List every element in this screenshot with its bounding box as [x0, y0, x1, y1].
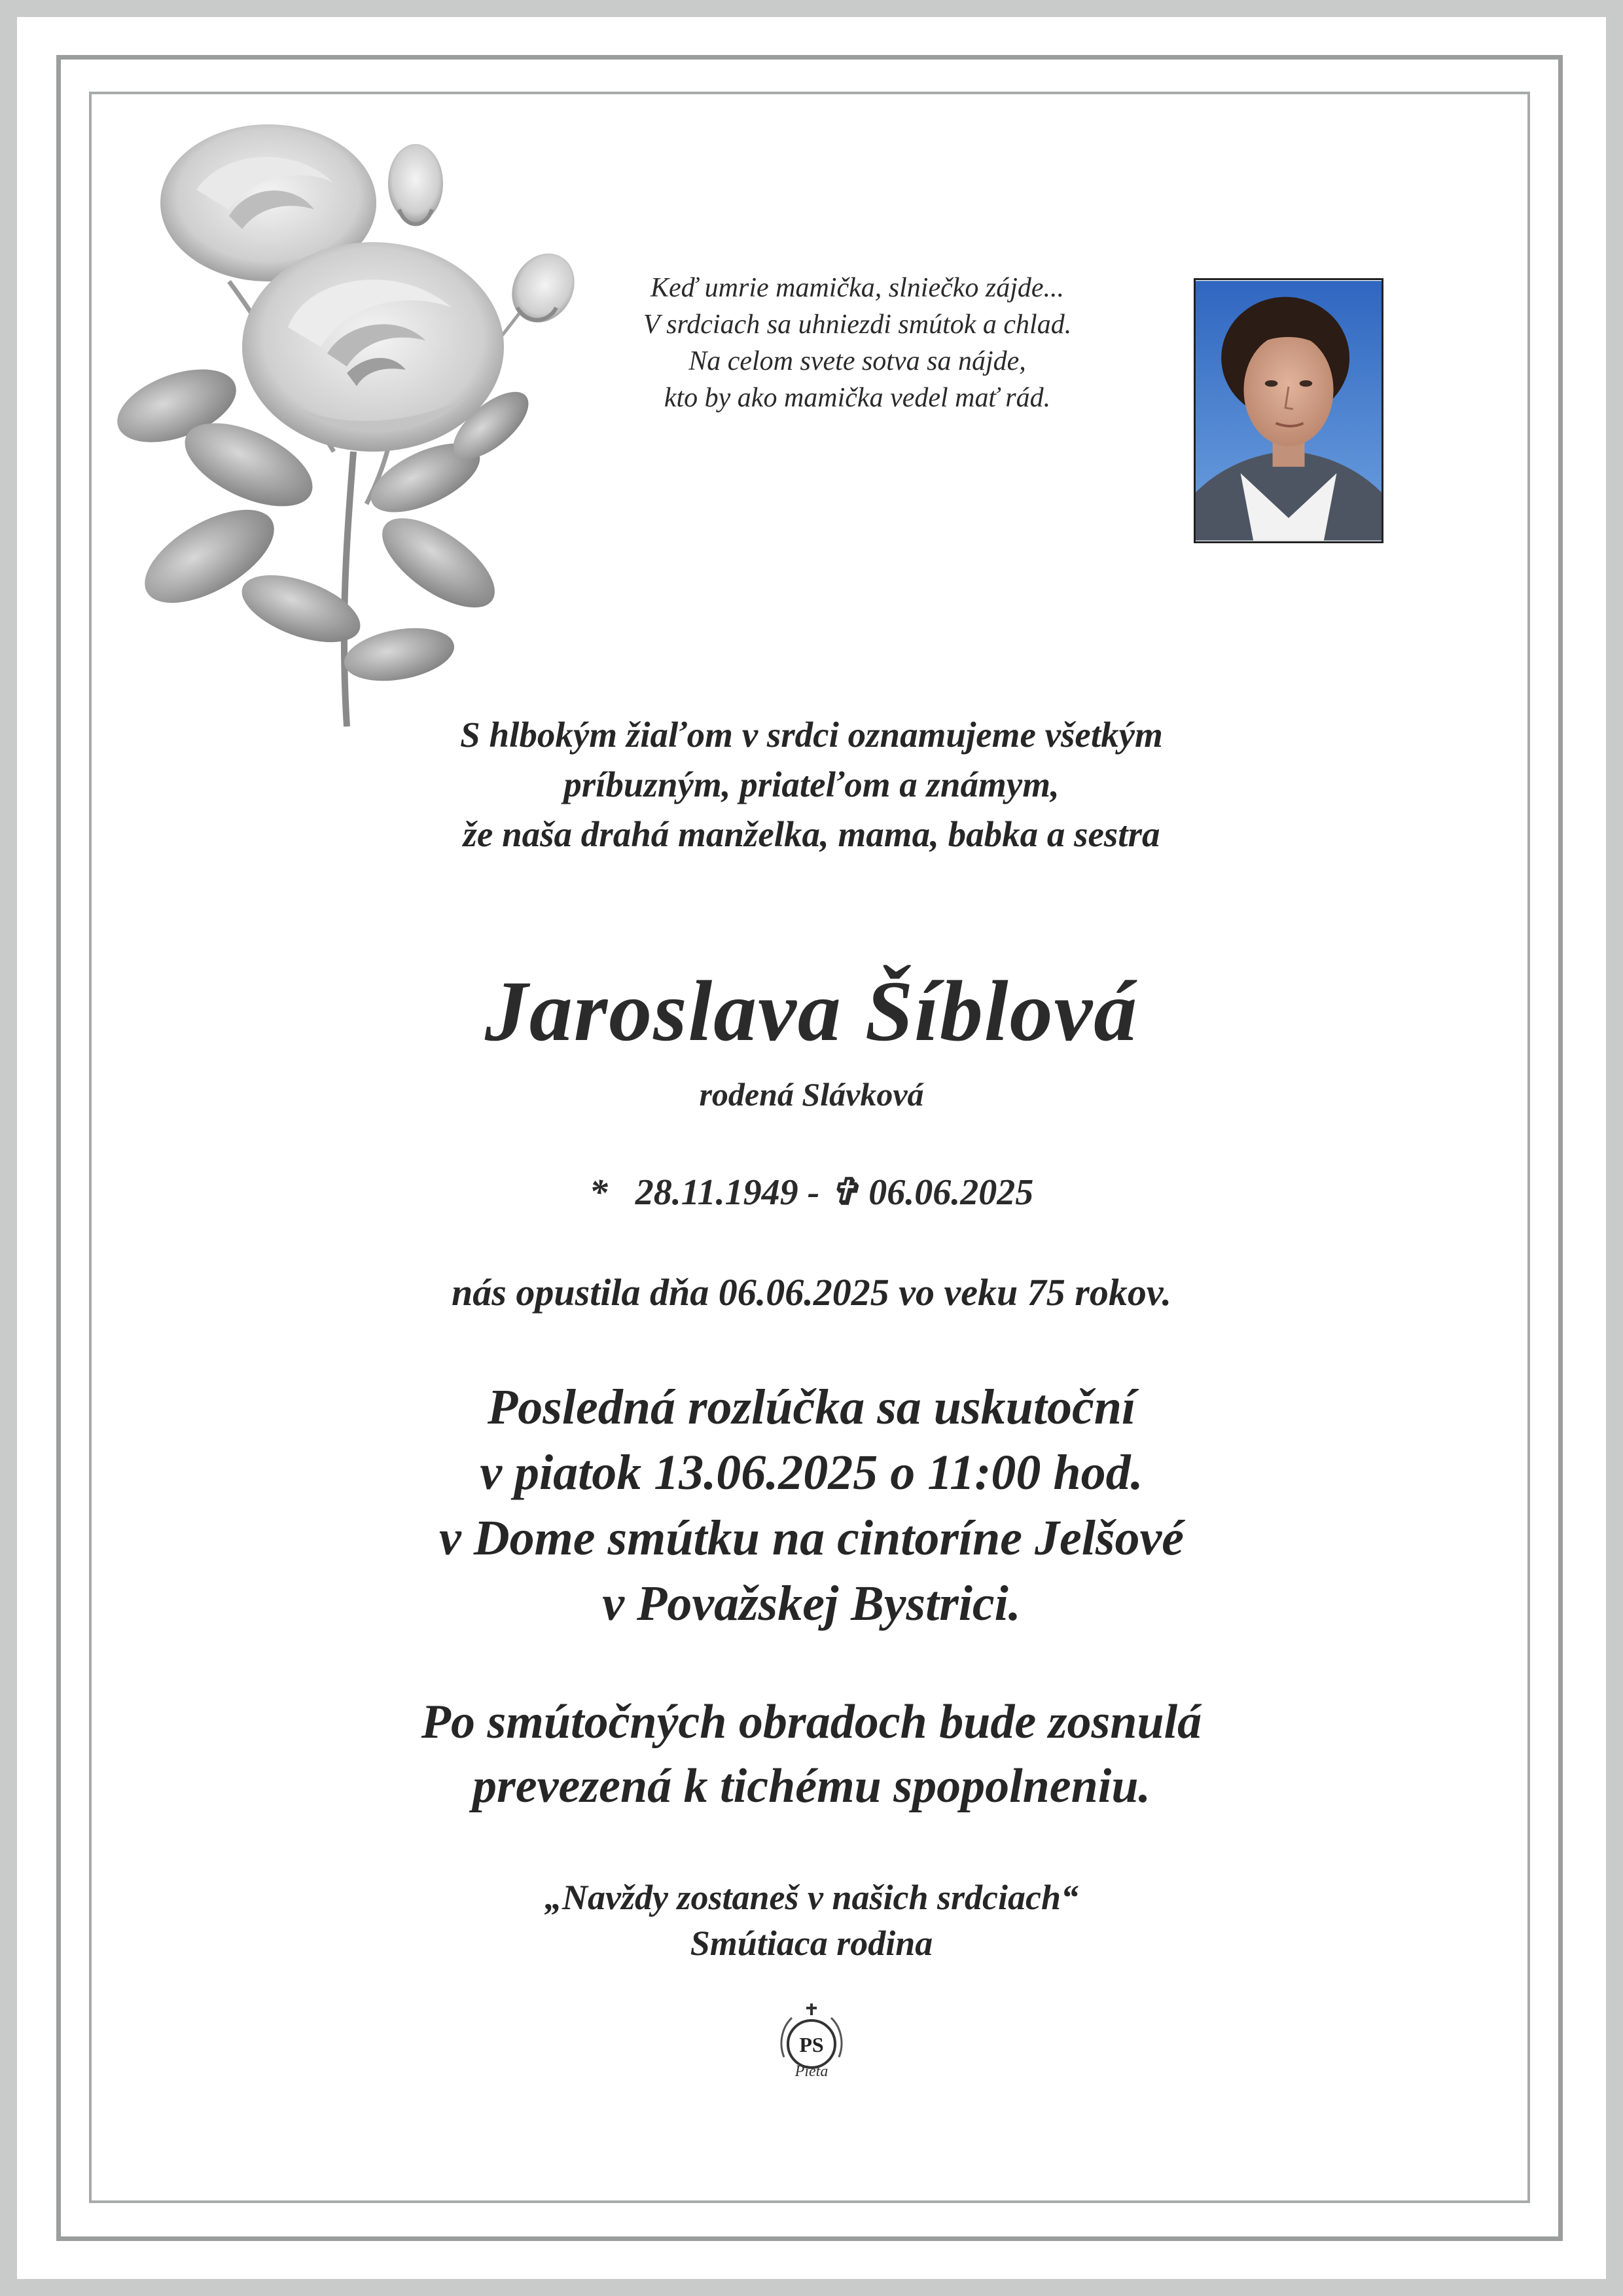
- cross-icon: ✞: [829, 1172, 860, 1213]
- poem-line: V srdciach sa uhniezdi smútok a chlad.: [643, 310, 1072, 340]
- passing-statement: nás opustila dňa 06.06.2025 vo veku 75 rokov.: [452, 1271, 1171, 1314]
- farewell-line: Posledná rozlúčka sa uskutoční: [487, 1380, 1136, 1435]
- roses-illustration: [98, 111, 609, 740]
- intro-line: že naša drahá manželka, mama, babka a sestra: [463, 814, 1160, 854]
- birth-symbol: *: [589, 1172, 608, 1213]
- life-dates: [131, 1170, 1492, 1215]
- intro-text: [131, 710, 1492, 859]
- cremation-line: prevezená k tichému spopolneniu.: [472, 1759, 1151, 1813]
- closing: [131, 1874, 1492, 1966]
- farewell-details: [131, 1374, 1492, 1636]
- deceased-name: Jaroslava Šíblová: [484, 963, 1139, 1059]
- portrait-photo: [1194, 278, 1383, 543]
- death-date: 06.06.2025: [868, 1172, 1034, 1213]
- farewell-line: v piatok 13.06.2025 o 11:00 hod.: [480, 1445, 1143, 1500]
- poem-line: Na celom svete sotva sa nájde,: [688, 346, 1026, 376]
- maiden-name: rodená Slávková: [699, 1076, 924, 1113]
- closing-quote: „Navždy zostaneš v našich srdciach“: [544, 1878, 1079, 1917]
- pieta-logo-icon: [772, 1982, 851, 2100]
- poem: [563, 270, 1152, 416]
- intro-line: príbuzným, priateľom a známym,: [563, 764, 1060, 804]
- logo-monogram: PS: [799, 2033, 824, 2056]
- cremation-note: [131, 1690, 1492, 1818]
- farewell-line: v Považskej Bystrici.: [602, 1576, 1021, 1631]
- logo-caption: Pieta: [794, 2063, 829, 2080]
- farewell-line: v Dome smútku na cintoríne Jelšové: [439, 1511, 1184, 1566]
- closing-signature: Smútiaca rodina: [690, 1924, 933, 1963]
- date-separator: -: [807, 1172, 820, 1213]
- cremation-line: Po smútočných obradoch bude zosnulá: [421, 1695, 1202, 1749]
- poem-line: kto by ako mamička vedel mať rád.: [664, 383, 1051, 413]
- poem-line: Keď umrie mamička, slniečko zájde...: [650, 273, 1065, 303]
- birth-date: 28.11.1949: [635, 1172, 798, 1213]
- intro-line: S hlbokým žiaľom v srdci oznamujeme všetkým: [460, 715, 1163, 755]
